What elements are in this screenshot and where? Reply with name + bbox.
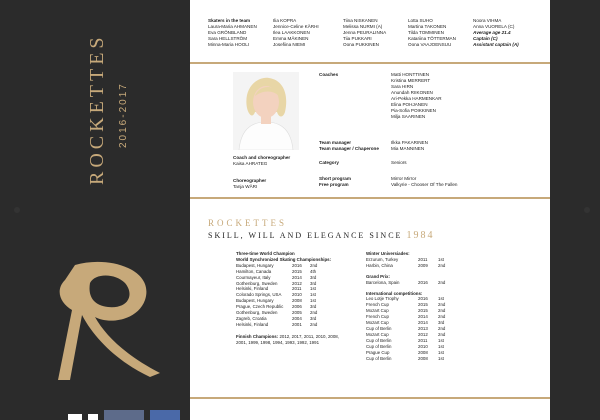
- result-year: 2004: [292, 315, 302, 321]
- result-year: 2009: [418, 262, 428, 268]
- roster-name: Martina TAKONEN: [408, 24, 447, 30]
- short-program-label: Short program: [319, 176, 351, 181]
- coach-name: Sara HIRN: [391, 84, 414, 89]
- coach-name: Elina POHJANEN: [391, 102, 428, 107]
- roster-header: Skaters in the team: [208, 18, 251, 23]
- roster-name: Emma MÄKINEN: [273, 36, 309, 42]
- roster-name: Oona VAAJOENSUU: [408, 42, 452, 48]
- result-event: Zagreb, Croatia: [236, 315, 267, 321]
- free-program-value: Valkyrie - Chooser Of The Fallen: [391, 182, 458, 187]
- result-place: 3rd: [310, 280, 317, 286]
- roster-name: Jenna PEURALINNA: [343, 30, 387, 36]
- result-year: 2016: [418, 296, 428, 302]
- coaches-label: Coaches: [319, 72, 339, 77]
- chaperone-name: Mia MANNINEN: [391, 146, 425, 151]
- result-year: 2015: [418, 302, 428, 308]
- team-roster: [190, 0, 550, 64]
- result-year: 2011: [418, 256, 428, 262]
- wssc-section: [236, 251, 339, 346]
- result-row: [366, 356, 452, 362]
- cover-title: ROCKETTES: [86, 33, 108, 185]
- result-event: Gothenburg, Sweden: [236, 310, 278, 316]
- roster-name: Eva GRÖNBLAND: [208, 30, 247, 36]
- manager-values: [391, 140, 428, 152]
- result-event: Erzurum, Turkey: [366, 256, 399, 262]
- result-event: Prague Cup: [366, 349, 390, 355]
- result-place: 1st: [438, 337, 444, 343]
- result-event: French Cup: [366, 314, 389, 320]
- universiades-header: Winter Universiades:: [366, 251, 410, 256]
- roster-name: Ilea LAAKKONEN: [273, 30, 310, 36]
- manager-name: Ilkka PAKARINEN: [391, 140, 428, 145]
- roster-name: Katariina TÖTTERMAN: [408, 36, 456, 42]
- tagline-brand: ROCKETTES: [208, 218, 288, 228]
- result-year: 2008: [418, 355, 428, 361]
- coach-name: Ari-Pekka HARMENKAR: [391, 96, 442, 101]
- roster-note: Average age 21.4: [473, 30, 511, 36]
- result-year: 2010: [418, 343, 428, 349]
- choreographer2-label: Choreographer: [233, 178, 267, 183]
- result-event: Leo Lotje Trophy: [366, 296, 399, 302]
- result-place: 1st: [310, 286, 316, 292]
- roster-name: Tiina NISKANEN: [343, 18, 378, 23]
- result-place: 2nd: [310, 262, 318, 268]
- result-event: Cup of Berlin: [366, 325, 392, 331]
- coach-name: Pia-Sofia POIKKINEN: [391, 108, 436, 113]
- result-event: Gothenburg, Sweden: [236, 280, 278, 286]
- result-place: 2nd: [438, 331, 446, 337]
- roster-column-5: [473, 18, 543, 48]
- result-place: 1st: [310, 292, 316, 298]
- roster-name: Sara HELLSTRÖM: [208, 36, 248, 42]
- result-year: 2014: [418, 320, 428, 326]
- result-year: 2014: [418, 314, 428, 320]
- result-place: 1st: [438, 343, 444, 349]
- result-event: Budapest, Hungary: [236, 262, 274, 268]
- result-place: 4th: [310, 268, 317, 274]
- choreographer-block: [233, 155, 290, 167]
- result-row: [366, 263, 452, 269]
- result-event: Cup of Berlin: [366, 343, 392, 349]
- roster-name: Oona PUKKINEN: [343, 42, 379, 48]
- result-event: Harbin, China: [366, 262, 393, 268]
- chaperone-label: Team manager / Chaperone: [319, 146, 379, 151]
- result-year: 2013: [418, 325, 428, 331]
- roster-name: Noora VIHMA: [473, 18, 502, 23]
- result-event: Barcelona, Spain: [366, 279, 400, 285]
- rockettes-r-monogram-icon: [50, 255, 170, 385]
- result-place: 1st: [310, 298, 316, 304]
- result-year: 2005: [292, 310, 302, 316]
- bottom-divider: [190, 397, 550, 399]
- result-place: 2nd: [438, 262, 446, 268]
- program-labels: [319, 176, 351, 188]
- coach-name: Matti HONTTINEN: [391, 72, 430, 77]
- roster-column-2: [273, 18, 333, 48]
- roster-name: Ilia KOPRA: [273, 18, 297, 23]
- result-place: 2nd: [310, 321, 318, 327]
- finnish-years: 2012, 2017, 2011, 2010, 2008,: [279, 333, 339, 339]
- grandprix-header: Grand Prix:: [366, 273, 390, 279]
- tagline: [208, 230, 434, 241]
- footer-marks: [68, 410, 198, 420]
- left-pin-icon: [14, 207, 20, 213]
- result-event: Budapest, Hungary: [236, 298, 274, 304]
- result-event: Cup of Berlin: [366, 337, 392, 343]
- finnish-years-cont: 2001, 1999, 1998, 1994, 1993, 1992, 1991: [236, 339, 320, 345]
- result-event: Colorado Springs, USA: [236, 292, 282, 298]
- result-row: [366, 280, 452, 286]
- coach-photo: [233, 72, 299, 150]
- coach-name: Anundah RIIKONEN: [391, 90, 433, 95]
- roster-name: Anna VUORELA (C): [473, 24, 515, 30]
- roster-note: Assistant captain (A): [473, 42, 519, 48]
- category-label: Category: [319, 160, 339, 165]
- result-year: 2014: [292, 274, 302, 280]
- result-year: 2006: [292, 304, 302, 310]
- roster-note: Captain (C): [473, 36, 498, 42]
- category-value: Seniors: [391, 160, 407, 165]
- result-place: 3rd: [310, 304, 317, 310]
- roster-column-1: [208, 18, 263, 48]
- result-year: 2010: [292, 292, 302, 298]
- result-year: 2016: [292, 262, 302, 268]
- result-place: 2nd: [438, 308, 446, 314]
- choreographer-name: Kaisa AHRATEG: [233, 161, 268, 166]
- roster-name: Lotta SUHO: [408, 18, 433, 23]
- result-year: 2008: [418, 349, 428, 355]
- result-event: Cup of Berlin: [366, 355, 392, 361]
- result-event: Mozart Cup: [366, 320, 389, 326]
- coach-name: Milja SAARINEN: [391, 114, 426, 119]
- world-champion-header: Three-time World Champion: [236, 251, 295, 256]
- coach-name: Kristina MERRERT: [391, 78, 431, 83]
- result-year: 2011: [418, 337, 428, 343]
- roster-column-3: [343, 18, 398, 48]
- result-place: 1st: [438, 296, 444, 302]
- result-place: 2nd: [438, 302, 446, 308]
- result-place: 3rd: [310, 315, 317, 321]
- result-place: 2nd: [310, 310, 318, 316]
- document-page: [190, 0, 550, 420]
- roster-name: Jennice-Celine KÄRHI: [273, 24, 319, 30]
- result-event: Helsinki, Finland: [236, 286, 269, 292]
- result-event: Hamilton, Canada: [236, 268, 272, 274]
- short-program-value: Mirror Mirror: [391, 176, 417, 181]
- finnish-label: Finnish Champions:: [236, 333, 279, 339]
- roster-column-4: [408, 18, 463, 48]
- roster-name: Laura-Maria AHMANEN: [208, 24, 257, 30]
- tagline-text: SKILL, WILL AND ELEGANCE SINCE: [208, 231, 403, 240]
- result-place: 1st: [438, 256, 444, 262]
- universiade-section: [366, 251, 452, 361]
- section-divider: [190, 197, 550, 199]
- result-event: French Cup: [366, 302, 389, 308]
- right-frame: [550, 0, 600, 420]
- result-year: 2015: [292, 268, 302, 274]
- result-year: 2001: [292, 321, 302, 327]
- roster-name: Tilda TOMMINEN: [408, 30, 444, 36]
- manager-label: Team manager: [319, 140, 352, 145]
- result-year: 2012: [292, 280, 302, 286]
- roster-name: Melissa NURMI (A): [343, 24, 383, 30]
- result-event: Prague, Czech Republic: [236, 304, 284, 310]
- coaches-list: [391, 72, 442, 120]
- result-place: 1st: [438, 349, 444, 355]
- result-event: Helsinki, Finland: [236, 321, 269, 327]
- manager-labels: [319, 140, 379, 152]
- result-place: 3rd: [438, 320, 445, 326]
- result-place: 2nd: [438, 325, 446, 331]
- result-year: 2011: [292, 286, 302, 292]
- cover-season: 2016-2017: [118, 82, 129, 148]
- result-row: [236, 322, 339, 328]
- roster-name: Minna-Maria HOOLI: [208, 42, 250, 48]
- choreographer2-block: [233, 178, 266, 190]
- choreographer-label: Coach and choreographer: [233, 155, 291, 160]
- result-place: 1st: [438, 355, 444, 361]
- result-year: 2015: [418, 308, 428, 314]
- free-program-label: Free program: [319, 182, 349, 187]
- choreographer2-name: Tanja WÄRI: [233, 184, 258, 189]
- intl-header: International competitions:: [366, 290, 423, 296]
- roster-name: Josefiina NIEMI: [273, 42, 306, 48]
- left-cover-panel: [0, 0, 190, 420]
- tagline-year: 1984: [406, 230, 435, 241]
- result-event: Courmayeur, Italy: [236, 274, 271, 280]
- result-year: 2012: [418, 331, 428, 337]
- result-event: Mozart Cup: [366, 331, 389, 337]
- result-year: 2016: [418, 279, 428, 285]
- result-place: 3rd: [310, 274, 317, 280]
- result-event: Mozart Cup: [366, 308, 389, 314]
- result-place: 2nd: [438, 279, 446, 285]
- right-pin-icon: [584, 207, 590, 213]
- wssc-header: World Synchronized Skating Championships:: [236, 256, 332, 262]
- result-year: 2008: [292, 298, 302, 304]
- roster-name: Tiia PUKKARI: [343, 36, 372, 42]
- result-place: 2nd: [438, 314, 446, 320]
- program-values: [391, 176, 457, 188]
